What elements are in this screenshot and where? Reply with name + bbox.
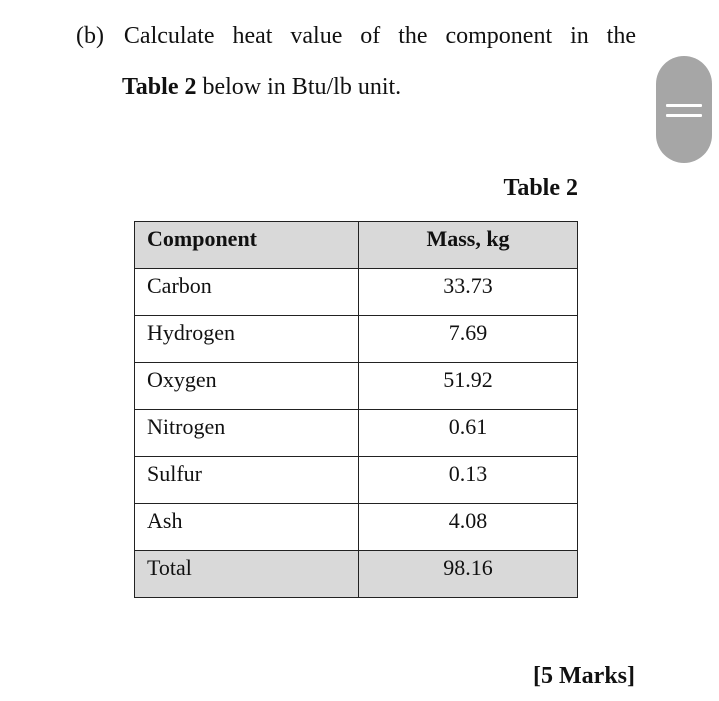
- cell-mass: 33.73: [359, 269, 578, 316]
- grip-line: [666, 114, 702, 117]
- data-table: [134, 221, 578, 598]
- question-label: (b): [76, 23, 104, 49]
- cell-mass: 0.13: [359, 457, 578, 504]
- cell-component: Sulfur: [135, 457, 359, 504]
- table-row: [135, 269, 578, 316]
- cell-mass: 0.61: [359, 410, 578, 457]
- cell-component: Carbon: [135, 269, 359, 316]
- question-line-1: [76, 20, 636, 52]
- cell-component: Ash: [135, 504, 359, 551]
- table-caption: Table 2: [503, 175, 578, 201]
- marks-label: [5 Marks]: [533, 663, 635, 689]
- cell-mass: 7.69: [359, 316, 578, 363]
- cell-component: Oxygen: [135, 363, 359, 410]
- table-row: [135, 410, 578, 457]
- table-row: [135, 363, 578, 410]
- cell-component: Nitrogen: [135, 410, 359, 457]
- table-header-row: [135, 222, 578, 269]
- header-component: Component: [135, 222, 359, 269]
- total-label: Total: [135, 551, 359, 598]
- table-reference: Table 2: [122, 74, 197, 100]
- total-mass: 98.16: [359, 551, 578, 598]
- table-row: [135, 504, 578, 551]
- cell-mass: 51.92: [359, 363, 578, 410]
- header-mass: Mass, kg: [359, 222, 578, 269]
- grip-line: [666, 104, 702, 107]
- table-total-row: [135, 551, 578, 598]
- table-row: [135, 316, 578, 363]
- question-line-2: [122, 71, 401, 103]
- cell-component: Hydrogen: [135, 316, 359, 363]
- question-text-line-1: Calculate heat value of the component in the: [123, 23, 636, 49]
- cell-mass: 4.08: [359, 504, 578, 551]
- drag-handle-icon[interactable]: [656, 56, 712, 163]
- question-text-line-2: below in Btu/lb unit.: [196, 74, 402, 100]
- table-row: [135, 457, 578, 504]
